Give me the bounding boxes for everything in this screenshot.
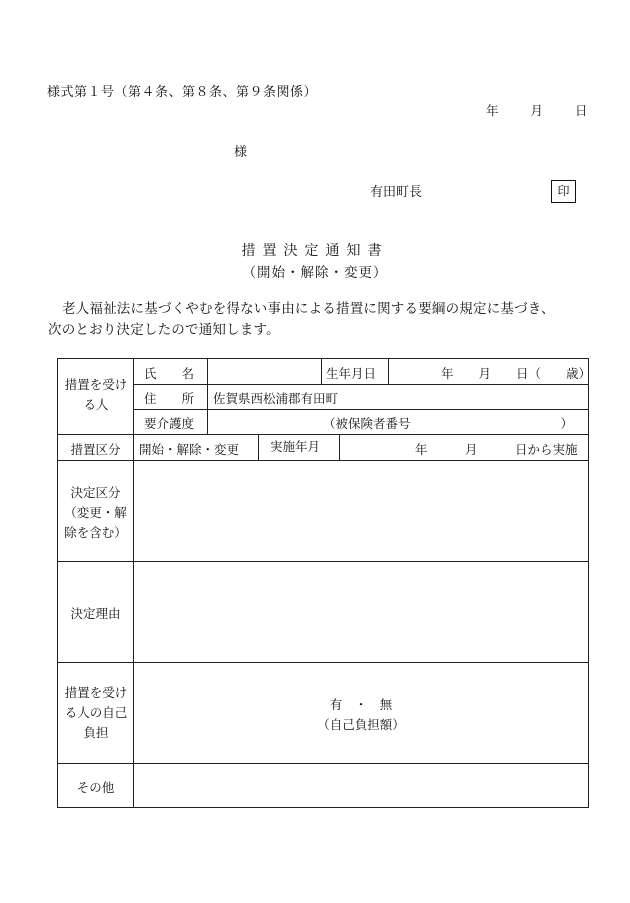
document-title: 措置決定通知書 xyxy=(241,243,389,259)
body-line-1: 老人福祉法に基づくやむを得ない事由による措置に関する要綱の規定に基づき、 xyxy=(62,301,555,317)
row-rule xyxy=(58,460,589,461)
date-line xyxy=(486,101,588,119)
column-rule xyxy=(388,359,389,384)
column-rule xyxy=(207,359,208,434)
insured-number-field[interactable]: （被保険者番号 ） xyxy=(323,416,574,431)
body-line-2: 次のとおり決定したので通知します。 xyxy=(48,322,280,338)
form-number: 様式第１号（第４条、第８条、第９条関係） xyxy=(47,85,318,100)
row-rule xyxy=(58,662,589,663)
row-rule xyxy=(58,763,589,764)
recipient-label: 措置を受ける人 xyxy=(64,377,128,412)
addressee-suffix: 様 xyxy=(234,145,248,160)
other-field[interactable] xyxy=(135,765,587,806)
row-rule xyxy=(133,384,589,385)
decision-category-label: 決定区分（変更・解除を含む） xyxy=(64,485,127,540)
column-rule xyxy=(258,434,259,460)
address-field[interactable]: 佐賀県西松浦郡有田町 xyxy=(213,391,339,406)
row-rule xyxy=(133,409,589,410)
start-date-label: 実施年月 xyxy=(270,439,321,454)
measure-category-label: 措置区分 xyxy=(70,442,121,457)
row-rule xyxy=(58,561,589,562)
decision-reason-field[interactable] xyxy=(135,563,587,660)
address-label: 住 所 xyxy=(144,391,195,406)
care-level-label: 要介護度 xyxy=(144,416,195,431)
name-label: 氏 名 xyxy=(144,366,195,381)
measure-category-options[interactable]: 開始・解除・変更 xyxy=(139,442,240,457)
date-day: 日 xyxy=(575,103,588,118)
self-burden-options[interactable]: 有 ・ 無 xyxy=(329,697,393,712)
column-rule xyxy=(133,359,134,808)
decision-category-field[interactable] xyxy=(135,462,587,559)
date-year: 年 xyxy=(486,103,499,118)
birthdate-field[interactable]: 年 月 日（ 歳） xyxy=(441,366,592,381)
self-burden-amount: （自己負担額） xyxy=(317,717,405,732)
other-label: その他 xyxy=(76,780,115,795)
row-rule xyxy=(58,434,589,435)
document-subtitle: （開始・解除・変更） xyxy=(242,265,388,281)
column-rule xyxy=(339,434,340,460)
body-text xyxy=(48,299,608,341)
column-rule xyxy=(321,359,322,384)
date-month: 月 xyxy=(530,103,544,118)
name-field[interactable] xyxy=(209,361,319,382)
birthdate-label: 生年月日 xyxy=(326,366,377,381)
notice-form-table xyxy=(57,358,592,808)
seal-box: 印 xyxy=(551,180,576,203)
start-date-field[interactable]: 年 月 日から実施 xyxy=(415,442,578,457)
self-burden-label: 措置を受ける人の自己負担 xyxy=(64,685,128,740)
decision-reason-label: 決定理由 xyxy=(70,606,121,621)
issuer-name: 有田町長 xyxy=(370,185,423,200)
